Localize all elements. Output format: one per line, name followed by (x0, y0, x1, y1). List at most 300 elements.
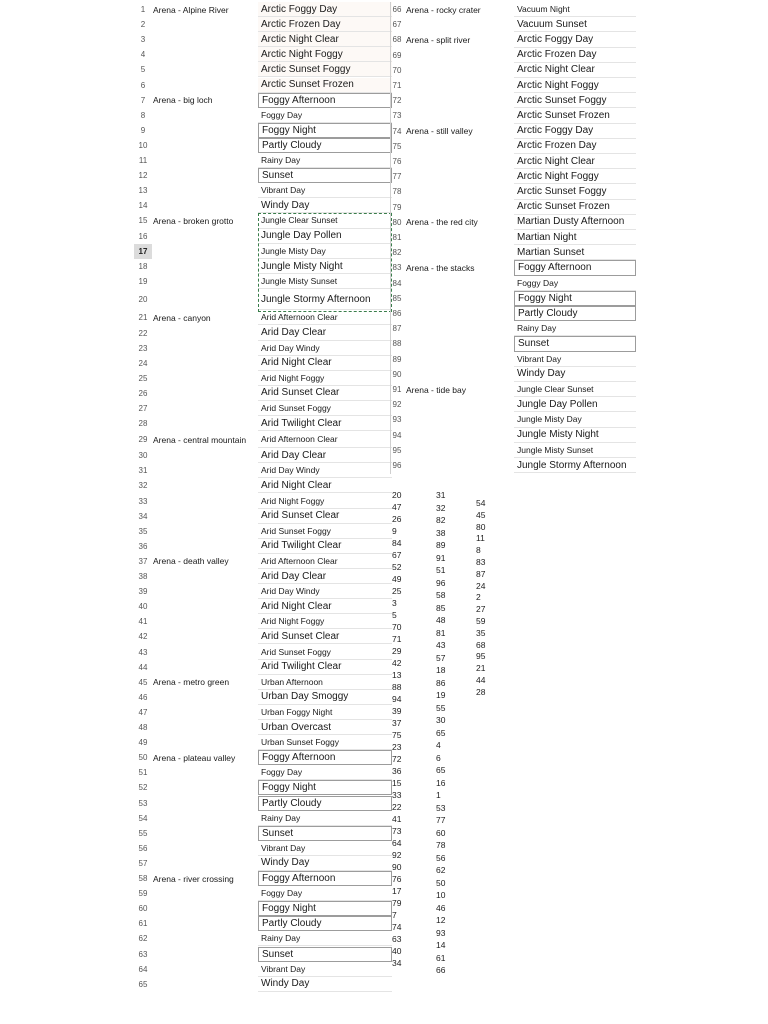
row-number[interactable]: 4 (140, 50, 146, 60)
condition-cell[interactable]: Arid Sunset Foggy (258, 401, 392, 416)
row-number[interactable]: 87 (392, 324, 402, 334)
arena-cell[interactable] (153, 660, 257, 675)
condition-cell[interactable]: Arctic Night Foggy (514, 169, 636, 184)
arena-cell[interactable] (153, 947, 257, 962)
row-number[interactable]: 16 (138, 231, 148, 241)
row-number[interactable]: 53 (138, 798, 148, 808)
table-row[interactable] (390, 78, 636, 93)
row-number[interactable]: 38 (138, 572, 148, 582)
condition-cell[interactable]: Foggy Day (258, 765, 392, 780)
condition-cell[interactable]: Arid Day Clear (258, 569, 392, 584)
condition-cell[interactable]: Rainy Day (258, 811, 392, 826)
table-row[interactable] (390, 124, 636, 139)
arena-cell[interactable]: Arena - metro green (153, 677, 230, 688)
row-number[interactable]: 62 (138, 934, 148, 944)
condition-cell[interactable]: Foggy Day (258, 886, 392, 901)
arena-cell[interactable] (406, 397, 514, 412)
arena-cell[interactable] (153, 47, 257, 62)
arena-cell[interactable] (406, 169, 514, 184)
condition-cell[interactable]: Arctic Foggy Day (514, 124, 636, 139)
condition-cell[interactable]: Jungle Misty Night (258, 259, 392, 274)
table-row[interactable] (390, 458, 636, 473)
arena-cell[interactable]: Arena - Alpine River (153, 4, 229, 15)
row-number[interactable]: 90 (392, 369, 402, 379)
table-row[interactable] (390, 382, 636, 397)
table-row[interactable] (134, 138, 392, 153)
row-number[interactable]: 54 (138, 813, 148, 823)
arena-cell[interactable] (153, 138, 257, 153)
arena-cell[interactable] (153, 931, 257, 946)
arena-cell[interactable] (153, 856, 257, 871)
table-row[interactable] (134, 401, 392, 416)
table-row[interactable] (390, 245, 636, 260)
row-number[interactable]: 68 (392, 35, 402, 45)
row-number[interactable]: 93 (392, 415, 402, 425)
table-row[interactable] (134, 168, 392, 183)
arena-cell[interactable] (153, 826, 257, 841)
condition-cell[interactable]: Jungle Clear Sunset (258, 213, 392, 228)
table-row[interactable] (134, 841, 392, 856)
table-row[interactable] (134, 93, 392, 108)
condition-cell[interactable]: Vacuum Night (514, 2, 636, 17)
table-row[interactable] (134, 796, 392, 811)
arena-cell[interactable] (153, 478, 257, 493)
row-number[interactable]: 19 (138, 277, 148, 287)
condition-cell[interactable]: Foggy Night (258, 901, 392, 916)
condition-cell[interactable]: Foggy Day (258, 108, 392, 123)
table-row[interactable] (134, 448, 392, 463)
table-row[interactable] (134, 274, 392, 289)
condition-cell[interactable]: Arid Day Clear (258, 448, 392, 463)
table-row[interactable] (390, 428, 636, 443)
table-row[interactable] (390, 260, 636, 275)
table-row[interactable] (134, 871, 392, 886)
condition-cell[interactable]: Windy Day (258, 198, 392, 213)
row-number[interactable]: 24 (138, 358, 148, 368)
arena-cell[interactable] (406, 306, 514, 321)
condition-cell[interactable]: Arid Night Foggy (258, 614, 392, 629)
row-number[interactable]: 26 (138, 388, 148, 398)
row-number[interactable]: 28 (138, 419, 148, 429)
arena-cell[interactable] (153, 183, 257, 198)
condition-cell[interactable]: Arctic Sunset Foggy (514, 184, 636, 199)
arena-cell[interactable] (406, 412, 514, 427)
condition-cell[interactable]: Foggy Night (258, 123, 392, 138)
arena-cell[interactable] (153, 123, 257, 138)
condition-cell[interactable]: Arid Twilight Clear (258, 539, 392, 554)
table-row[interactable] (134, 108, 392, 123)
arena-cell[interactable] (406, 63, 514, 78)
arena-cell[interactable]: Arena - canyon (153, 312, 211, 323)
row-number[interactable]: 32 (138, 481, 148, 491)
table-row[interactable] (134, 901, 392, 916)
arena-cell[interactable] (153, 62, 257, 77)
row-number[interactable]: 12 (138, 171, 148, 181)
table-row[interactable] (134, 478, 392, 493)
row-number[interactable]: 52 (138, 783, 148, 793)
table-row[interactable] (134, 2, 392, 17)
table-row[interactable] (390, 230, 636, 245)
condition-cell[interactable]: Foggy Afternoon (514, 260, 636, 275)
condition-cell[interactable]: Arid Sunset Clear (258, 509, 392, 524)
arena-cell[interactable] (406, 78, 514, 93)
arena-cell[interactable] (153, 720, 257, 735)
condition-cell[interactable]: Arctic Night Foggy (514, 78, 636, 93)
row-number[interactable]: 2 (140, 20, 146, 30)
condition-cell[interactable]: Vacuum Sunset (514, 17, 636, 32)
table-row[interactable] (134, 326, 392, 341)
condition-cell[interactable]: Arid Sunset Clear (258, 629, 392, 644)
arena-cell[interactable] (153, 494, 257, 509)
arena-cell[interactable] (153, 765, 257, 780)
table-row[interactable] (134, 780, 392, 795)
table-row[interactable] (390, 321, 636, 336)
condition-cell[interactable]: Foggy Afternoon (258, 750, 392, 765)
row-number[interactable]: 75 (392, 141, 402, 151)
row-number[interactable]: 41 (138, 617, 148, 627)
arena-cell[interactable] (153, 539, 257, 554)
table-row[interactable] (134, 614, 392, 629)
arena-cell[interactable] (406, 245, 514, 260)
condition-cell[interactable]: Sunset (258, 168, 392, 183)
table-row[interactable] (390, 154, 636, 169)
row-number[interactable]: 58 (138, 874, 148, 884)
row-number[interactable]: 49 (138, 738, 148, 748)
arena-cell[interactable]: Arena - broken grotto (153, 215, 234, 226)
arena-cell[interactable] (153, 153, 257, 168)
condition-cell[interactable]: Sunset (514, 336, 636, 351)
row-number[interactable]: 88 (392, 339, 402, 349)
row-number[interactable]: 91 (392, 385, 402, 395)
table-row[interactable] (390, 108, 636, 123)
row-number[interactable]: 70 (392, 65, 402, 75)
row-number[interactable]: 20 (138, 295, 148, 305)
condition-cell[interactable]: Urban Foggy Night (258, 705, 392, 720)
arena-cell[interactable] (153, 584, 257, 599)
table-row[interactable] (390, 2, 636, 17)
table-row[interactable] (134, 431, 392, 448)
arena-cell[interactable] (153, 962, 257, 977)
table-row[interactable] (134, 310, 392, 325)
row-number[interactable]: 31 (138, 466, 148, 476)
row-number[interactable]: 78 (392, 187, 402, 197)
table-row[interactable] (134, 371, 392, 386)
condition-cell[interactable]: Partly Cloudy (258, 796, 392, 811)
row-number[interactable]: 80 (392, 217, 402, 227)
arena-cell[interactable] (153, 901, 257, 916)
table-row[interactable] (134, 32, 392, 47)
condition-cell[interactable]: Urban Day Smoggy (258, 690, 392, 705)
arena-cell[interactable] (406, 230, 514, 245)
row-number[interactable]: 7 (140, 95, 146, 105)
arena-cell[interactable] (153, 326, 257, 341)
arena-cell[interactable] (153, 629, 257, 644)
row-number[interactable]: 69 (392, 50, 402, 60)
arena-cell[interactable]: Arena - central mountain (153, 434, 247, 445)
row-number[interactable]: 51 (138, 768, 148, 778)
table-row[interactable] (134, 539, 392, 554)
row-number[interactable]: 73 (392, 111, 402, 121)
arena-cell[interactable] (406, 108, 514, 123)
row-number[interactable]: 42 (138, 632, 148, 642)
table-row[interactable] (134, 886, 392, 901)
arena-cell[interactable] (406, 428, 514, 443)
arena-cell[interactable] (153, 463, 257, 478)
condition-cell[interactable]: Jungle Stormy Afternoon (258, 289, 392, 310)
arena-cell[interactable] (406, 139, 514, 154)
arena-cell[interactable] (153, 289, 257, 310)
table-row[interactable] (134, 229, 392, 244)
table-row[interactable] (390, 443, 636, 458)
arena-cell[interactable] (153, 198, 257, 213)
table-row[interactable] (134, 645, 392, 660)
table-row[interactable] (390, 184, 636, 199)
row-number[interactable]: 18 (138, 262, 148, 272)
arena-cell[interactable] (153, 274, 257, 289)
table-row[interactable] (134, 62, 392, 77)
condition-cell[interactable]: Arid Night Clear (258, 478, 392, 493)
row-number[interactable]: 96 (392, 461, 402, 471)
arena-cell[interactable] (153, 645, 257, 660)
arena-cell[interactable] (153, 168, 257, 183)
condition-cell[interactable]: Jungle Misty Sunset (258, 274, 392, 289)
row-number[interactable]: 65 (138, 979, 148, 989)
arena-cell[interactable] (406, 154, 514, 169)
arena-cell[interactable]: Arena - the stacks (406, 262, 475, 273)
row-number[interactable]: 37 (138, 556, 148, 566)
table-row[interactable] (390, 139, 636, 154)
row-number[interactable]: 67 (392, 20, 402, 30)
table-row[interactable] (134, 153, 392, 168)
row-number[interactable]: 6 (140, 80, 146, 90)
condition-cell[interactable]: Arid Sunset Foggy (258, 524, 392, 539)
table-row[interactable] (134, 720, 392, 735)
arena-cell[interactable] (406, 184, 514, 199)
row-number[interactable]: 72 (392, 96, 402, 106)
table-row[interactable] (134, 356, 392, 371)
row-number[interactable]: 33 (138, 496, 148, 506)
condition-cell[interactable]: Arctic Frozen Day (258, 17, 392, 32)
arena-cell[interactable] (153, 386, 257, 401)
condition-cell[interactable]: Arctic Night Clear (514, 63, 636, 78)
row-number[interactable]: 63 (138, 949, 148, 959)
row-number[interactable]: 94 (392, 430, 402, 440)
row-number[interactable]: 83 (392, 263, 402, 273)
condition-cell[interactable]: Jungle Misty Sunset (514, 443, 636, 458)
arena-cell[interactable] (153, 916, 257, 931)
table-row[interactable] (390, 397, 636, 412)
arena-cell[interactable] (406, 458, 514, 473)
condition-cell[interactable]: Arctic Foggy Day (514, 32, 636, 47)
table-row[interactable] (390, 48, 636, 63)
row-number[interactable]: 21 (138, 313, 148, 323)
row-number[interactable]: 95 (392, 445, 402, 455)
arena-cell[interactable] (406, 276, 514, 291)
row-number[interactable]: 23 (138, 343, 148, 353)
row-number[interactable]: 79 (392, 202, 402, 212)
condition-cell[interactable]: Foggy Day (514, 276, 636, 291)
arena-cell[interactable] (153, 259, 257, 274)
condition-cell[interactable]: Partly Cloudy (258, 916, 392, 931)
table-row[interactable] (134, 183, 392, 198)
arena-cell[interactable] (406, 367, 514, 382)
arena-cell[interactable] (153, 735, 257, 750)
arena-cell[interactable]: Arena - still valley (406, 126, 473, 137)
condition-cell[interactable]: Arid Twilight Clear (258, 660, 392, 675)
condition-cell[interactable]: Arid Night Foggy (258, 371, 392, 386)
row-number[interactable]: 89 (392, 354, 402, 364)
condition-cell[interactable]: Arctic Sunset Frozen (514, 108, 636, 123)
table-row[interactable] (390, 367, 636, 382)
table-row[interactable] (134, 599, 392, 614)
row-number[interactable]: 55 (138, 828, 148, 838)
table-row[interactable] (134, 78, 392, 93)
arena-cell[interactable] (406, 336, 514, 351)
row-number[interactable]: 15 (138, 216, 148, 226)
condition-cell[interactable]: Jungle Day Pollen (514, 397, 636, 412)
row-number[interactable]: 66 (392, 5, 402, 15)
table-row[interactable] (390, 17, 636, 32)
condition-cell[interactable]: Vibrant Day (258, 183, 392, 198)
row-number[interactable]: 10 (138, 140, 148, 150)
table-row[interactable] (390, 63, 636, 78)
arena-cell[interactable] (406, 291, 514, 306)
row-number[interactable]: 85 (392, 293, 402, 303)
row-number[interactable]: 30 (138, 451, 148, 461)
condition-cell[interactable]: Arctic Frozen Day (514, 139, 636, 154)
row-number[interactable]: 11 (138, 156, 148, 166)
row-number[interactable]: 35 (138, 526, 148, 536)
condition-cell[interactable]: Vibrant Day (258, 962, 392, 977)
row-number[interactable]: 60 (138, 904, 148, 914)
row-number[interactable]: 59 (138, 889, 148, 899)
arena-cell[interactable]: Arena - split river (406, 34, 471, 45)
row-number[interactable]: 71 (392, 81, 402, 91)
table-row[interactable] (134, 416, 392, 431)
arena-cell[interactable] (153, 401, 257, 416)
arena-cell[interactable] (153, 811, 257, 826)
table-row[interactable] (134, 259, 392, 274)
table-row[interactable] (134, 856, 392, 871)
table-row[interactable] (134, 123, 392, 138)
arena-cell[interactable] (153, 108, 257, 123)
arena-cell[interactable] (153, 356, 257, 371)
arena-cell[interactable]: Arena - rocky crater (406, 4, 481, 15)
table-row[interactable] (134, 509, 392, 524)
arena-cell[interactable] (153, 32, 257, 47)
row-number[interactable]: 46 (138, 692, 148, 702)
arena-cell[interactable] (153, 705, 257, 720)
condition-cell[interactable]: Urban Sunset Foggy (258, 735, 392, 750)
table-row[interactable] (134, 386, 392, 401)
table-row[interactable] (134, 629, 392, 644)
row-number[interactable]: 77 (392, 172, 402, 182)
table-row[interactable] (134, 244, 392, 259)
table-row[interactable] (390, 276, 636, 291)
table-row[interactable] (134, 826, 392, 841)
arena-cell[interactable]: Arena - the red city (406, 217, 478, 228)
row-number[interactable]: 13 (138, 186, 148, 196)
arena-cell[interactable] (153, 78, 257, 93)
row-number[interactable]: 64 (138, 964, 148, 974)
condition-cell[interactable]: Foggy Night (514, 291, 636, 306)
table-row[interactable] (390, 336, 636, 351)
condition-cell[interactable]: Arid Day Windy (258, 584, 392, 599)
condition-cell[interactable]: Jungle Stormy Afternoon (514, 458, 636, 473)
arena-cell[interactable] (406, 321, 514, 336)
table-row[interactable] (390, 215, 636, 230)
table-row[interactable] (390, 412, 636, 427)
table-row[interactable] (390, 93, 636, 108)
condition-cell[interactable]: Martian Night (514, 230, 636, 245)
arena-cell[interactable] (153, 509, 257, 524)
table-row[interactable] (134, 931, 392, 946)
row-number[interactable]: 44 (138, 662, 148, 672)
condition-cell[interactable]: Jungle Misty Day (514, 412, 636, 427)
arena-cell[interactable] (153, 690, 257, 705)
table-row[interactable] (134, 916, 392, 931)
row-number[interactable]: 50 (138, 753, 148, 763)
condition-cell[interactable]: Urban Overcast (258, 720, 392, 735)
condition-cell[interactable]: Arctic Sunset Foggy (258, 62, 392, 77)
condition-cell[interactable]: Jungle Misty Day (258, 244, 392, 259)
row-number[interactable]: 29 (138, 435, 148, 445)
condition-cell[interactable]: Jungle Day Pollen (258, 229, 392, 244)
table-row[interactable] (134, 213, 392, 228)
table-row[interactable] (134, 584, 392, 599)
condition-cell[interactable]: Arctic Night Clear (258, 32, 392, 47)
arena-cell[interactable] (153, 448, 257, 463)
arena-cell[interactable] (153, 569, 257, 584)
condition-cell[interactable]: Windy Day (258, 856, 392, 871)
table-row[interactable] (134, 341, 392, 356)
arena-cell[interactable] (153, 416, 257, 431)
arena-cell[interactable] (406, 200, 514, 215)
condition-cell[interactable]: Arctic Sunset Frozen (514, 200, 636, 215)
condition-cell[interactable]: Jungle Clear Sunset (514, 382, 636, 397)
condition-cell[interactable]: Vibrant Day (514, 352, 636, 367)
arena-cell[interactable]: Arena - plateau valley (153, 752, 236, 763)
row-number[interactable]: 84 (392, 278, 402, 288)
row-number[interactable]: 57 (138, 858, 148, 868)
row-number[interactable]: 9 (140, 125, 146, 135)
condition-cell[interactable]: Rainy Day (258, 153, 392, 168)
condition-cell[interactable]: Urban Afternoon (258, 675, 392, 690)
table-row[interactable] (134, 494, 392, 509)
row-number[interactable]: 14 (138, 201, 148, 211)
condition-cell[interactable]: Arid Night Clear (258, 599, 392, 614)
arena-cell[interactable] (153, 371, 257, 386)
row-number[interactable]: 1 (140, 5, 146, 15)
table-row[interactable] (134, 660, 392, 675)
condition-cell[interactable]: Windy Day (258, 977, 392, 992)
row-number[interactable]: 39 (138, 587, 148, 597)
condition-cell[interactable]: Rainy Day (258, 931, 392, 946)
condition-cell[interactable]: Arctic Sunset Frozen (258, 78, 392, 93)
arena-cell[interactable] (153, 341, 257, 356)
condition-cell[interactable]: Arid Sunset Clear (258, 386, 392, 401)
table-row[interactable] (134, 690, 392, 705)
row-number[interactable]: 43 (138, 647, 148, 657)
arena-cell[interactable]: Arena - death valley (153, 556, 229, 567)
row-number[interactable]: 47 (138, 707, 148, 717)
condition-cell[interactable]: Sunset (258, 826, 392, 841)
arena-cell[interactable] (406, 48, 514, 63)
condition-cell[interactable]: Partly Cloudy (514, 306, 636, 321)
condition-cell[interactable]: Arctic Foggy Day (258, 2, 392, 17)
table-row[interactable] (134, 977, 392, 992)
table-row[interactable] (134, 811, 392, 826)
